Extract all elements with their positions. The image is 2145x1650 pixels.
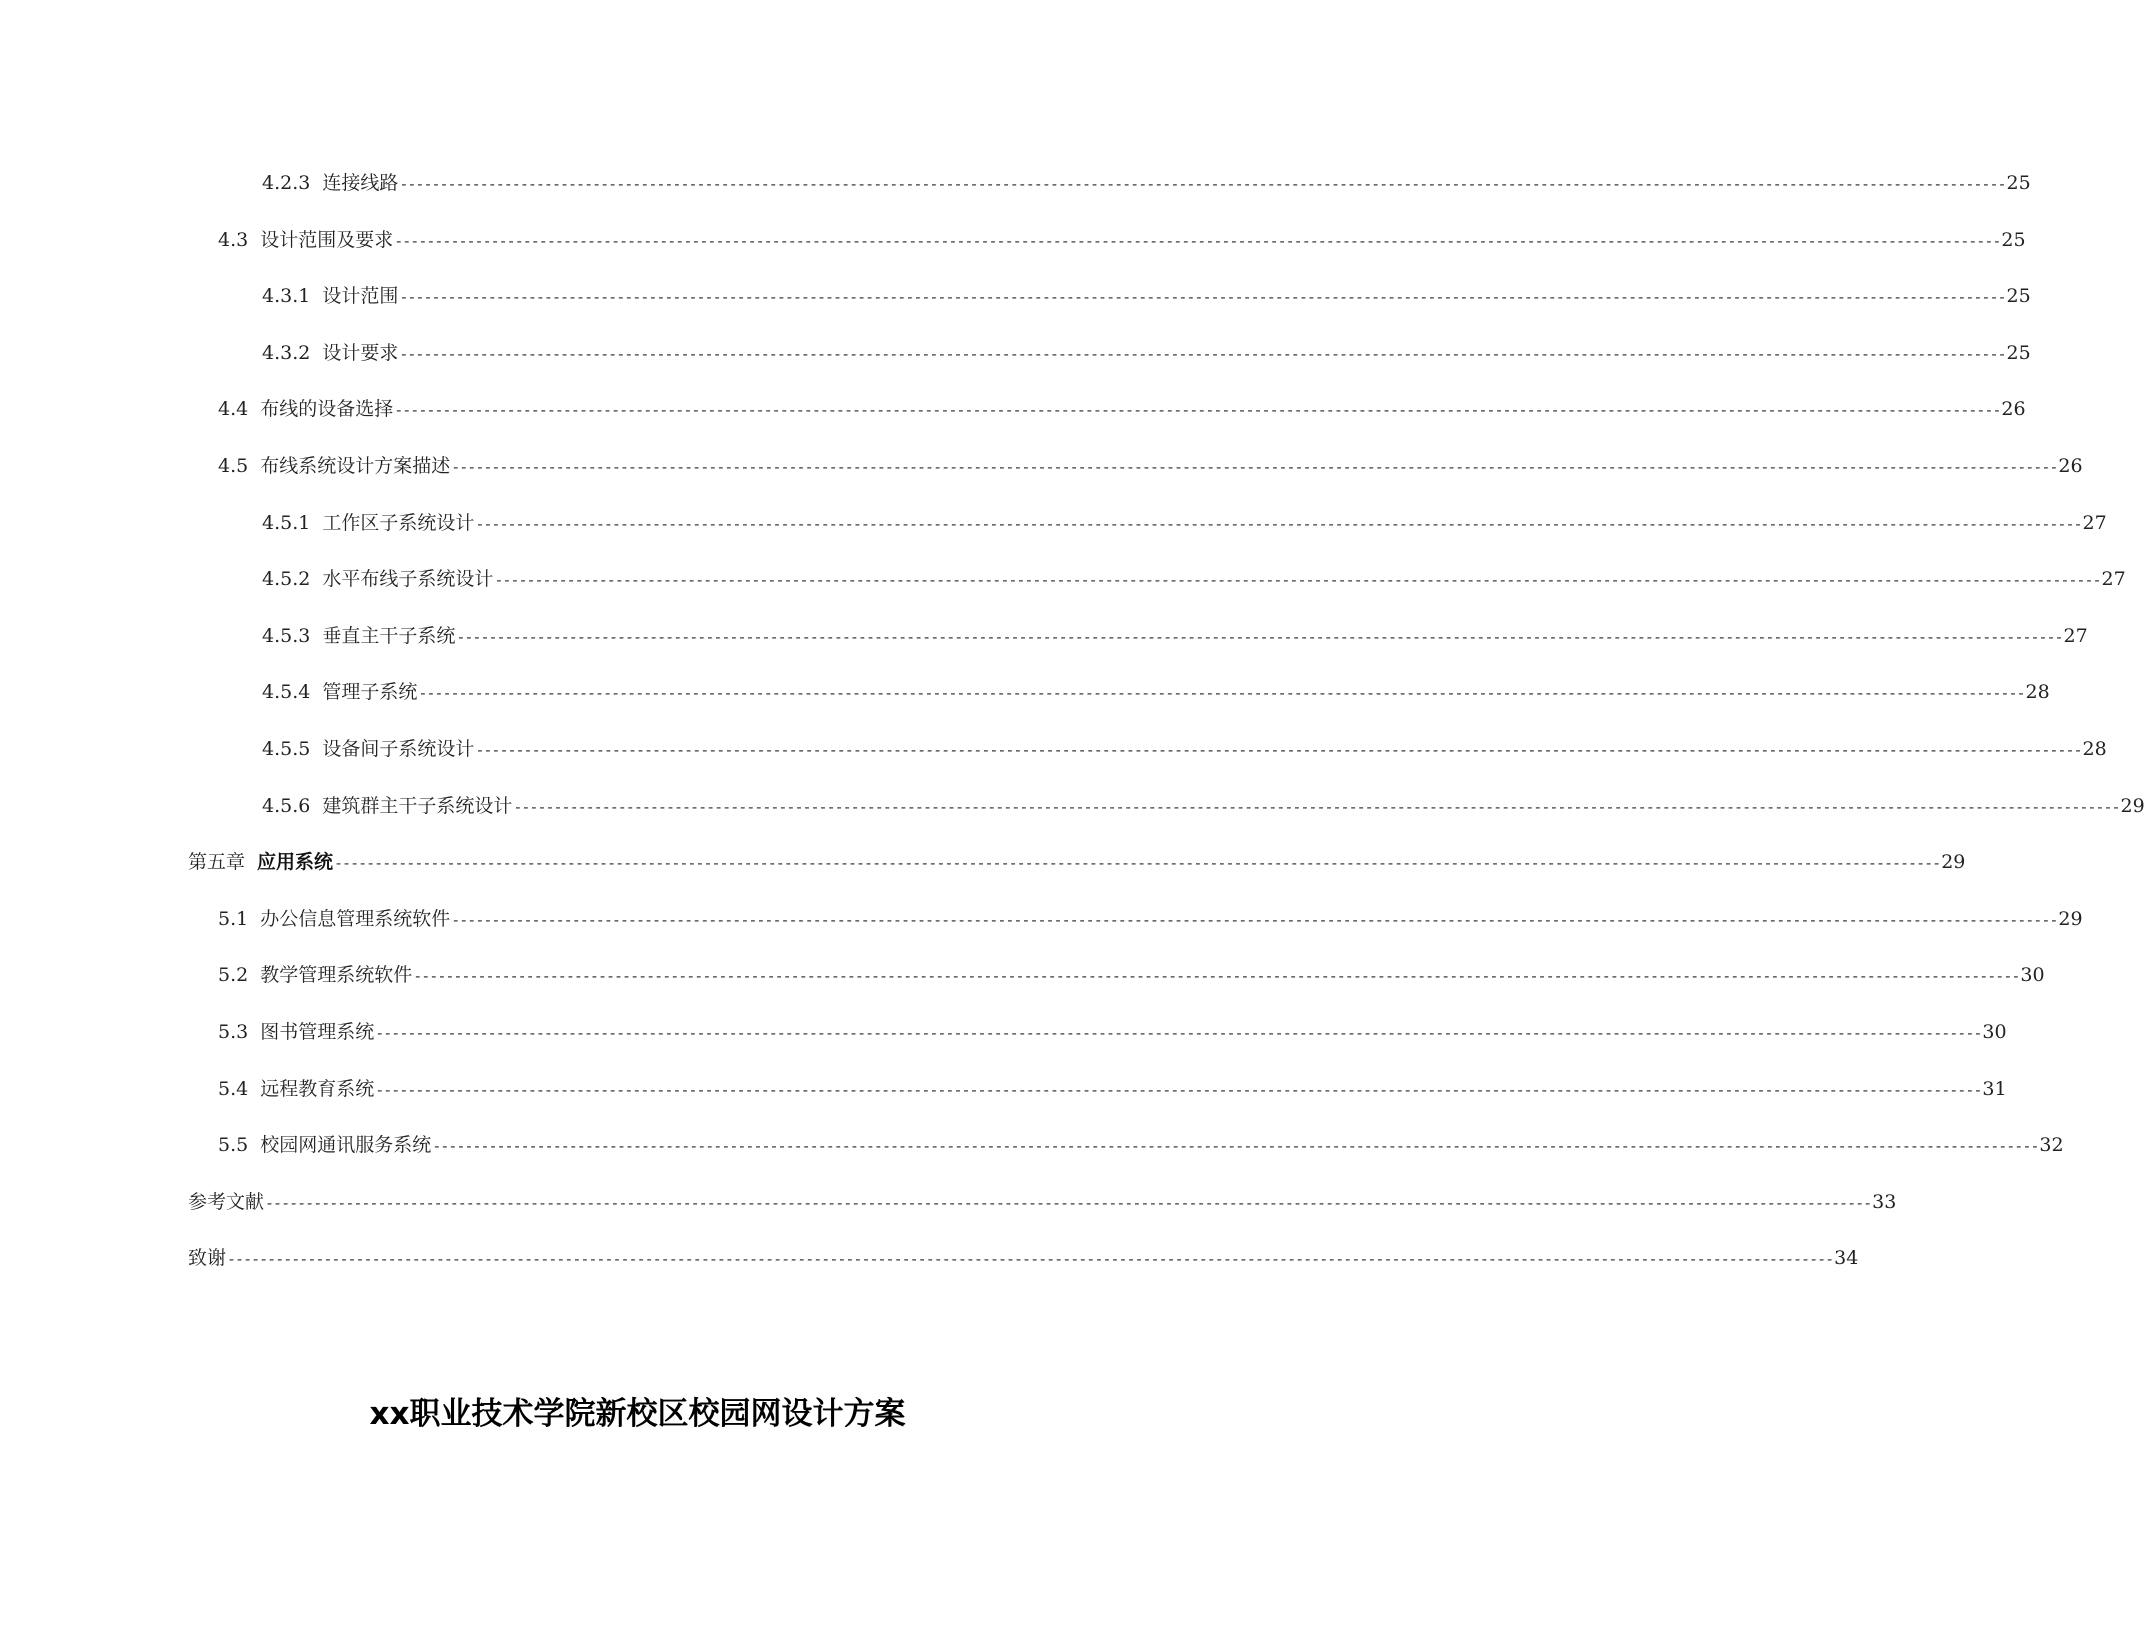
toc-entry-page-number: 34	[1834, 1247, 1859, 1269]
toc-entry-number: 5.5	[218, 1134, 249, 1156]
toc-entry-page-number: 29	[2120, 795, 2145, 817]
toc-dot-leader: --------------------------------------------------------------------------------------------------------------------------------------------------------------------------------------------------------	[399, 345, 2006, 363]
toc-entry-title: 垂直主干子系统	[322, 625, 456, 647]
toc-entry-number: 4.5.2	[262, 568, 311, 590]
toc-entry-page-number: 31	[1982, 1078, 2007, 1100]
toc-entry[interactable]	[262, 508, 2107, 538]
toc-entry-page-number: 27	[2082, 512, 2107, 534]
toc-entry-number: 5.3	[218, 1021, 249, 1043]
toc-entry-number: 4.5.3	[262, 625, 311, 647]
toc-entry-title: 致谢	[188, 1247, 227, 1269]
toc-entry-title: 工作区子系统设计	[322, 512, 475, 534]
toc-entry[interactable]	[218, 1074, 2007, 1104]
toc-dot-leader: --------------------------------------------------------------------------------------------------------------------------------------------------------------------------------------------------------	[451, 458, 2058, 476]
toc-entry-number: 4.5.5	[262, 738, 311, 760]
toc-entry-title: 布线系统设计方案描述	[260, 455, 451, 477]
toc-entry-number: 4.3	[218, 229, 249, 251]
toc-entry-number: 4.5.1	[262, 512, 311, 534]
toc-dot-leader: --------------------------------------------------------------------------------------------------------------------------------------------------------------------------------------------------------	[475, 741, 2082, 759]
toc-entry-page-number: 32	[2039, 1134, 2064, 1156]
toc-dot-leader: --------------------------------------------------------------------------------------------------------------------------------------------------------------------------------------------------------	[394, 401, 2001, 419]
toc-entry-page-number: 25	[2006, 285, 2031, 307]
toc-entry-page-number: 28	[2082, 738, 2107, 760]
toc-dot-leader: --------------------------------------------------------------------------------------------------------------------------------------------------------------------------------------------------------	[394, 232, 2001, 250]
toc-entry-number: 4.2.3	[262, 172, 311, 194]
toc-entry-page-number: 25	[2006, 342, 2031, 364]
toc-dot-leader: --------------------------------------------------------------------------------------------------------------------------------------------------------------------------------------------------------	[432, 1137, 2039, 1155]
toc-dot-leader: --------------------------------------------------------------------------------------------------------------------------------------------------------------------------------------------------------	[399, 175, 2006, 193]
toc-entry-page-number: 30	[1982, 1021, 2007, 1043]
toc-entry-title: 管理子系统	[322, 681, 418, 703]
toc-entry-page-number: 26	[2058, 455, 2083, 477]
toc-entry-page-number: 29	[2058, 908, 2083, 930]
toc-entry[interactable]	[218, 1130, 2064, 1160]
toc-entry-title: 水平布线子系统设计	[322, 568, 494, 590]
toc-dot-leader: --------------------------------------------------------------------------------------------------------------------------------------------------------------------------------------------------------	[375, 1081, 1982, 1099]
toc-entry[interactable]	[218, 904, 2083, 934]
toc-entry-title: 设备间子系统设计	[322, 738, 475, 760]
document-title: xx职业技术学院新校区校园网设计方案	[369, 1396, 906, 1432]
toc-dot-leader: --------------------------------------------------------------------------------------------------------------------------------------------------------------------------------------------------------	[375, 1024, 1982, 1042]
toc-entry-number: 4.3.2	[262, 342, 311, 364]
toc-entry-title: 设计要求	[322, 342, 399, 364]
toc-dot-leader: --------------------------------------------------------------------------------------------------------------------------------------------------------------------------------------------------------	[456, 628, 2063, 646]
toc-dot-leader: --------------------------------------------------------------------------------------------------------------------------------------------------------------------------------------------------------	[494, 571, 2101, 589]
toc-entry-number: 5.2	[218, 964, 249, 986]
toc-entry[interactable]	[188, 1187, 1897, 1217]
toc-entry-page-number: 29	[1941, 851, 1966, 873]
toc-entry-title: 设计范围及要求	[260, 229, 394, 251]
toc-entry[interactable]	[262, 168, 2031, 198]
toc-entry[interactable]	[218, 1017, 2007, 1047]
toc-entry[interactable]	[188, 1243, 1859, 1273]
toc-dot-leader: --------------------------------------------------------------------------------------------------------------------------------------------------------------------------------------------------------	[513, 798, 2120, 816]
toc-entry-page-number: 27	[2063, 625, 2088, 647]
toc-dot-leader: --------------------------------------------------------------------------------------------------------------------------------------------------------------------------------------------------------	[475, 515, 2082, 533]
toc-entry-page-number: 25	[2006, 172, 2031, 194]
toc-entry[interactable]	[262, 564, 2126, 594]
toc-dot-leader: --------------------------------------------------------------------------------------------------------------------------------------------------------------------------------------------------------	[413, 967, 2020, 985]
toc-entry-page-number: 27	[2101, 568, 2126, 590]
toc-entry-number: 第五章	[188, 851, 246, 873]
toc-entry-title: 布线的设备选择	[260, 398, 394, 420]
toc-entry-title: 校园网通讯服务系统	[260, 1134, 432, 1156]
toc-entry[interactable]	[262, 677, 2050, 707]
toc-entry-number: 4.4	[218, 398, 249, 420]
toc-entry-title: 应用系统	[257, 851, 334, 873]
toc-entry-title: 建筑群主干子系统设计	[322, 795, 513, 817]
toc-entry-title: 设计范围	[322, 285, 399, 307]
toc-entry-title: 连接线路	[322, 172, 399, 194]
toc-entry-page-number: 28	[2025, 681, 2050, 703]
toc-dot-leader: --------------------------------------------------------------------------------------------------------------------------------------------------------------------------------------------------------	[265, 1194, 1872, 1212]
toc-entry-page-number: 25	[2001, 229, 2026, 251]
toc-entry[interactable]	[218, 394, 2026, 424]
toc-entry[interactable]	[262, 281, 2031, 311]
toc-entry-title: 教学管理系统软件	[260, 964, 413, 986]
toc-entry-number: 5.4	[218, 1078, 249, 1100]
toc-entry-title: 参考文献	[188, 1191, 265, 1213]
toc-entry-title: 图书管理系统	[260, 1021, 375, 1043]
toc-dot-leader: --------------------------------------------------------------------------------------------------------------------------------------------------------------------------------------------------------	[451, 911, 2058, 929]
toc-entry-page-number: 30	[2020, 964, 2045, 986]
toc-entry-title: 办公信息管理系统软件	[260, 908, 451, 930]
toc-entry[interactable]	[262, 791, 2145, 821]
toc-entry[interactable]	[188, 847, 1966, 877]
toc-dot-leader: --------------------------------------------------------------------------------------------------------------------------------------------------------------------------------------------------------	[399, 288, 2006, 306]
toc-entry[interactable]	[218, 451, 2083, 481]
toc-entry-number: 4.5	[218, 455, 249, 477]
toc-entry[interactable]	[262, 734, 2107, 764]
toc-dot-leader: --------------------------------------------------------------------------------------------------------------------------------------------------------------------------------------------------------	[334, 854, 1941, 872]
toc-entry-page-number: 33	[1872, 1191, 1897, 1213]
toc-entry-page-number: 26	[2001, 398, 2026, 420]
toc-entry-number: 4.5.4	[262, 681, 311, 703]
toc-entry[interactable]	[262, 621, 2088, 651]
toc-entry[interactable]	[218, 225, 2026, 255]
toc-entry[interactable]	[262, 338, 2031, 368]
toc-dot-leader: --------------------------------------------------------------------------------------------------------------------------------------------------------------------------------------------------------	[418, 684, 2025, 702]
toc-entry-title: 远程教育系统	[260, 1078, 375, 1100]
toc-entry-number: 4.3.1	[262, 285, 311, 307]
toc-entry[interactable]	[218, 960, 2045, 990]
toc-entry-number: 5.1	[218, 908, 249, 930]
toc-entry-number: 4.5.6	[262, 795, 311, 817]
toc-dot-leader: --------------------------------------------------------------------------------------------------------------------------------------------------------------------------------------------------------	[227, 1250, 1834, 1268]
